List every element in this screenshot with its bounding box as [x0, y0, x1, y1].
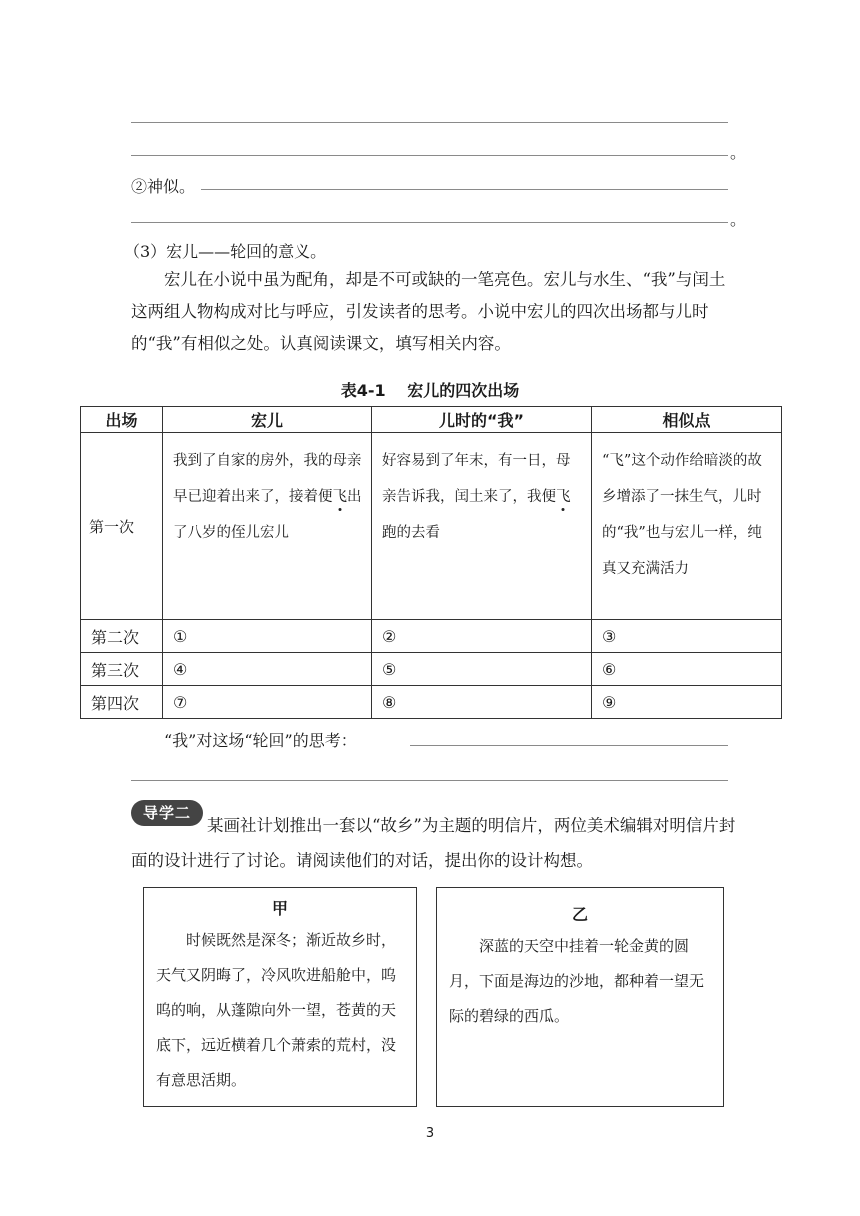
appearance-table	[80, 406, 782, 719]
col-header: 相似点	[592, 407, 782, 433]
answer-cell[interactable]: ⑤	[372, 653, 592, 686]
table-row	[81, 433, 782, 620]
answer-line-2	[131, 155, 728, 156]
end-mark: 。	[730, 210, 747, 229]
answer-cell[interactable]: ③	[592, 620, 782, 653]
reflection-line-2[interactable]	[131, 780, 728, 781]
table-row	[81, 620, 782, 653]
item-shensi: ②神似。	[131, 177, 196, 196]
table-header-row	[81, 407, 782, 433]
answer-cell[interactable]: ⑧	[372, 686, 592, 719]
emphasis-char: 飞	[556, 489, 571, 505]
hong-text: 我到了自家的房外，我的母亲早已迎着出来了，接着便	[173, 453, 362, 505]
col-header: 宏儿	[163, 407, 372, 433]
answer-cell[interactable]: ①	[163, 620, 372, 653]
answer-cell[interactable]: ④	[163, 653, 372, 686]
reflection-line-1[interactable]	[410, 745, 728, 746]
box-heading: 甲	[271, 899, 288, 918]
answer-line-1	[131, 122, 728, 123]
row-label: 第三次	[81, 653, 163, 686]
answer-cell[interactable]: ②	[372, 620, 592, 653]
dialogue-box-yi	[436, 887, 724, 1107]
similar-cell: “飞”这个动作给暗淡的故乡增添了一抹生气，儿时的“我”也与宏儿一样，纯真又充满活力	[592, 433, 782, 620]
end-mark: 。	[730, 143, 747, 162]
row-label: 第四次	[81, 686, 163, 719]
emphasis-char: 飞	[332, 489, 347, 505]
hong-text: 出了八岁的侄儿宏儿	[173, 489, 362, 541]
box-heading: 乙	[571, 905, 588, 924]
row-label: 第一次	[81, 433, 163, 620]
guide-badge: 导学二	[131, 800, 203, 826]
table-row	[81, 686, 782, 719]
answer-cell[interactable]: ⑨	[592, 686, 782, 719]
box-body: 深蓝的天空中挂着一轮金黄的圆月，下面是海边的沙地，都种着一望无际的碧绿的西瓜。	[449, 937, 705, 1025]
col-header: 出场	[81, 407, 163, 433]
me-text: 跑的去看	[382, 525, 440, 541]
me-cell	[372, 433, 592, 620]
hong-cell	[163, 433, 372, 620]
reflection-label: “我”对这场“轮回”的思考：	[164, 731, 357, 750]
answer-cell[interactable]: ⑥	[592, 653, 782, 686]
answer-line-4	[131, 222, 728, 223]
section-title: （3）宏儿——轮回的意义。	[124, 242, 327, 261]
me-text: 好容易到了年末，有一日，母亲告诉我，闰土来了，我便	[382, 453, 571, 505]
answer-line-3	[201, 189, 728, 190]
dialogue-box-jia	[143, 887, 417, 1107]
page-number: 3	[425, 1126, 435, 1141]
guide-paragraph: 某画社计划推出一套以“故乡”为主题的明信片，两位美术编辑对明信片封面的设计进行了讨论。请阅读他们的对话，提出你的设计构想。	[131, 816, 736, 870]
col-header: 儿时的“我”	[372, 407, 592, 433]
table-row	[81, 653, 782, 686]
box-body: 时候既然是深冬；渐近故乡时，天气又阴晦了，冷风吹进船舱中，呜呜的响，从蓬隙向外一望，苍黄的天底下，远近横着几个萧索的荒村，没有意思活期。	[156, 931, 397, 1089]
table-caption: 表4-1 宏儿的四次出场	[340, 381, 520, 400]
answer-cell[interactable]: ⑦	[163, 686, 372, 719]
row-label: 第二次	[81, 620, 163, 653]
intro-paragraph: 宏儿在小说中虽为配角，却是不可或缺的一笔亮色。宏儿与水生、“我”与闰土这两组人物构成对比与呼应，引发读者的思考。小说中宏儿的四次出场都与儿时的“我”有相似之处。认真阅读课文，填写相关内容。	[131, 270, 726, 353]
